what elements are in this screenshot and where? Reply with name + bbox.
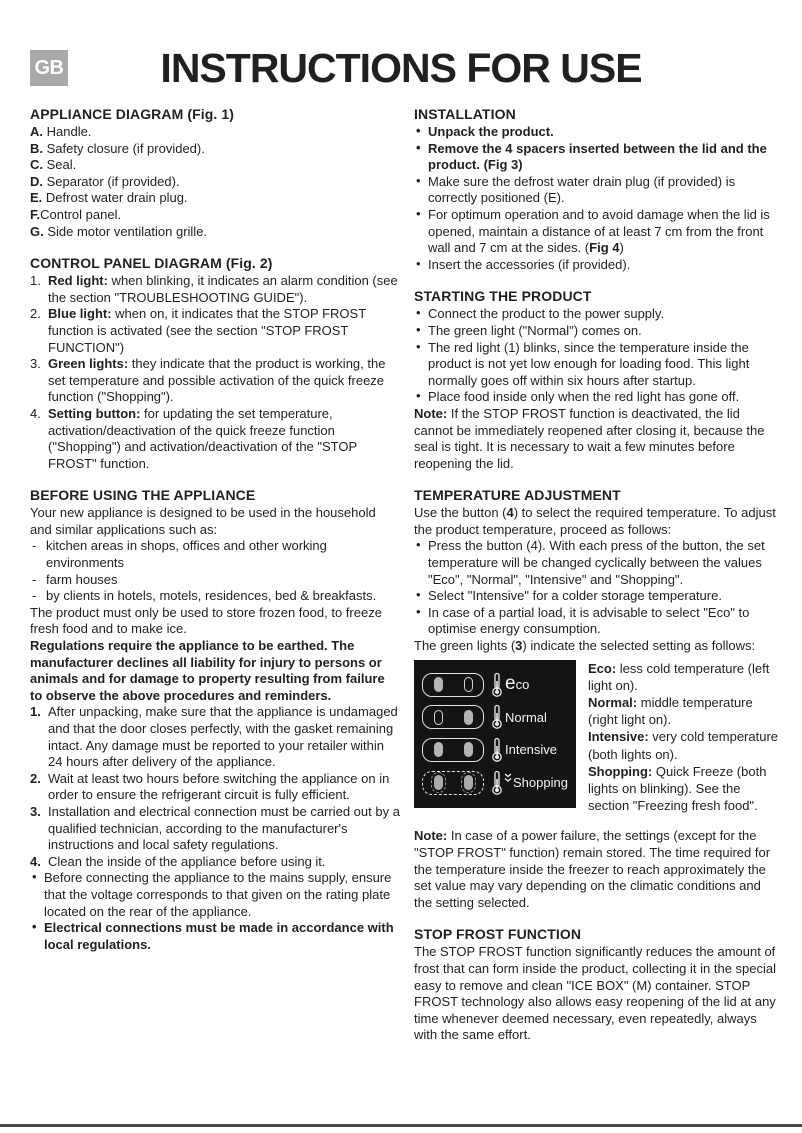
item-text: Handle.	[43, 124, 92, 139]
language-badge: GB	[30, 50, 68, 86]
page-header	[0, 0, 802, 102]
thermometer-icon	[491, 770, 503, 796]
control-panel-image	[414, 660, 576, 808]
item-text: Safety closure (if provided).	[43, 140, 205, 156]
item-number	[30, 854, 41, 871]
section-appliance-diagram	[30, 106, 400, 240]
item-key: D.	[30, 173, 43, 189]
panel-row-intensive	[422, 735, 568, 765]
section-stop-frost	[414, 926, 782, 1044]
section-heading: TEMPERATURE ADJUSTMENT	[414, 487, 621, 504]
item-text: when on, it indicates that the STOP FROST function is activated (see the section "STOP FROST FUNCTION")	[48, 306, 366, 355]
note-lead: Note:	[414, 828, 448, 844]
panel-label-eco: eco	[505, 673, 530, 695]
lights-pre: The green lights (	[414, 638, 516, 654]
note-text: If the STOP FROST function is deactivated, the lid cannot be immediately reopened after closing it, because the seal is tight. It is necessary to wait a few minutes before reopening the lid.	[414, 405, 765, 471]
thermometer-icon	[491, 704, 503, 730]
item-number: 1.	[30, 273, 41, 289]
bullet-item	[414, 207, 782, 257]
diagram-item	[30, 124, 400, 141]
item-text: Defrost water drain plug.	[42, 190, 188, 206]
panel-row-eco	[422, 670, 568, 700]
legend-text: less cold temperature (left light on).	[588, 660, 770, 693]
bullet-item: • The red light (1) blinks, since the temperature inside the product is not yet low enough for loading food. This light normally goes off within six hours after startup.	[414, 340, 782, 390]
diagram-item	[30, 190, 400, 207]
diagram-item	[30, 224, 400, 241]
figure-ref: Fig 4	[589, 240, 620, 256]
light-box	[422, 738, 484, 762]
legend-item	[588, 763, 782, 815]
numbered-item	[30, 854, 400, 871]
item-number-text: 2.	[30, 770, 41, 786]
note-text: In case of a power failure, the settings (except for the "STOP FROST" function) remain stored. The time required for the temperature inside the freezer to reach approximately the set value may vary depending on the climatic conditions and the setting selected.	[414, 828, 771, 910]
legend-item	[588, 660, 782, 694]
bullet-bold-text: Remove the 4 spacers inserted between the lid and the product. (Fig 3)	[428, 140, 767, 173]
bullet-item: • In case of a partial load, it is advisable to select "Eco" to optimise energy consumption.	[414, 605, 782, 638]
panel-row-normal	[422, 702, 568, 732]
left-indicator-light	[434, 677, 443, 692]
section-heading: BEFORE USING THE APPLIANCE	[30, 487, 256, 504]
bullet-item	[30, 920, 400, 953]
lights-ref: 3	[515, 638, 523, 654]
section-installation	[414, 106, 782, 273]
item-text: for updating the set temperature, activation/deactivation of the quick freeze function ("Shopping") and activation/deactivation of the "STOP FROST" function.	[48, 405, 357, 471]
page-title: INSTRUCTIONS FOR USE	[160, 45, 642, 91]
panel-row-shopping	[422, 768, 568, 798]
section-heading: CONTROL PANEL DIAGRAM (Fig. 2)	[30, 255, 273, 272]
right-indicator-light	[464, 677, 473, 692]
item-number: 4.	[30, 405, 41, 421]
button-ref: 4	[506, 505, 514, 521]
thermometer-icon	[491, 737, 503, 763]
item-number-text: 3.	[30, 803, 41, 819]
item-number-text: 1.	[30, 704, 41, 720]
section-heading: INSTALLATION	[414, 106, 516, 122]
diagram-item	[30, 157, 400, 174]
legend-lead: Eco:	[588, 660, 617, 676]
item-key: E.	[30, 190, 43, 206]
dash-item: - kitchen areas in shops, offices and other working environments	[30, 538, 400, 571]
right-column	[414, 106, 782, 1044]
intro-post: ) to select the required temperature. To adjust the product temperature, proceed as follows:	[414, 505, 776, 537]
numbered-item	[30, 771, 400, 804]
lights-paragraph	[414, 638, 782, 655]
legend-text: Quick Freeze (both lights on blinking). See the section "Freezing fresh food".	[588, 763, 767, 814]
intro-text	[414, 505, 782, 538]
control-panel-figure	[414, 660, 782, 815]
panel-legend	[588, 660, 782, 815]
item-number	[30, 804, 41, 821]
legend-lead: Shopping:	[588, 763, 653, 779]
section-starting	[414, 288, 782, 472]
bullet-item: • The green light ("Normal") comes on.	[414, 323, 782, 340]
numbered-item	[30, 804, 400, 854]
bullet-item: • Place food inside only when the red light has gone off.	[414, 389, 782, 406]
section-control-panel-diagram	[30, 255, 400, 472]
left-indicator-light	[434, 775, 443, 790]
bullet-text: For optimum operation and to avoid damage when the lid is opened, maintain a distance of at least 7 cm from the front wall and 7 cm at the sides. (	[428, 206, 770, 256]
item-text: they indicate that the product is working, the set temperature and possible activation of the quick freeze function ("Shopping").	[48, 356, 386, 405]
item-number: 2.	[30, 306, 41, 322]
item-text: After unpacking, make sure that the appliance is undamaged and that the door closes perfectly, with the gasket remaining intact. Any damage must be reported to your retailer within 24 hours after delivery of the appliance.	[48, 704, 398, 770]
panel-label-shopping: Shopping	[513, 775, 568, 791]
paragraph: The STOP FROST function significantly reduces the amount of frost that can form inside the product, collecting it in the special easy to remove and clean "ICE BOX" (M) container. STOP FROST technology also allows easy reopening of the lid at any time whenever deemed necessary, even repeatedly, always with the same effort.	[414, 944, 777, 1043]
legend-item	[588, 728, 782, 762]
diagram-item	[30, 174, 400, 191]
item-key: B.	[30, 140, 43, 156]
left-indicator-light	[434, 710, 443, 725]
light-box	[422, 705, 484, 729]
item-text: Clean the inside of the appliance before using it.	[48, 853, 326, 869]
legend-text: very cold temperature (both lights on).	[588, 729, 779, 762]
freeze-chevron-icon	[504, 773, 512, 783]
bullet-item: • Make sure the defrost water drain plug (if provided) is correctly positioned (E).	[414, 174, 782, 207]
item-key: G.	[30, 223, 44, 239]
bullet-item	[414, 141, 782, 174]
section-temperature	[414, 487, 782, 911]
dash-item: - farm houses	[30, 572, 400, 589]
section-heading: APPLIANCE DIAGRAM (Fig. 1)	[30, 106, 235, 122]
legend-lead: Intensive:	[588, 729, 649, 745]
item-key: A.	[30, 124, 43, 139]
bullet-item: • Insert the accessories (if provided).	[414, 257, 782, 274]
note-lead: Note:	[414, 405, 448, 421]
light-box	[422, 673, 484, 697]
numbered-item	[30, 273, 400, 306]
note-paragraph	[414, 828, 782, 911]
left-column	[30, 106, 400, 1044]
numbered-item	[30, 306, 400, 356]
bullet-item	[414, 124, 782, 141]
item-lead: Green lights:	[48, 356, 129, 372]
lights-post: ) indicate the selected setting as follows:	[522, 638, 756, 654]
two-column-layout	[0, 102, 802, 1044]
item-text: Side motor ventilation grille.	[43, 223, 208, 239]
section-heading: STOP FROST FUNCTION	[414, 926, 582, 943]
legend-item	[588, 694, 782, 728]
item-text: Separator (if provided).	[43, 173, 180, 189]
bullet-text: )	[619, 240, 624, 256]
item-number-text: 4.	[30, 853, 41, 869]
bullet-item: • Before connecting the appliance to the mains supply, ensure that the voltage corresponds to that given on the rating plate located on the rear of the appliance.	[30, 870, 400, 920]
item-key: C.	[30, 157, 43, 173]
right-indicator-light	[464, 775, 473, 790]
note-paragraph	[414, 406, 782, 472]
item-number	[30, 771, 41, 788]
item-lead: Red light:	[48, 273, 108, 289]
item-lead: Setting button:	[48, 405, 141, 421]
legend-lead: Normal:	[588, 695, 638, 711]
item-key: F.	[30, 206, 41, 222]
page-footer-rule	[0, 1124, 802, 1127]
right-indicator-light	[464, 742, 473, 757]
bullet-bold-text: Unpack the product.	[428, 124, 554, 139]
dash-item: - by clients in hotels, motels, residences, bed & breakfasts.	[30, 588, 400, 605]
bullet-bold-text: Electrical connections must be made in accordance with local regulations.	[44, 920, 394, 952]
section-heading: STARTING THE PRODUCT	[414, 288, 592, 305]
right-indicator-light	[464, 710, 473, 725]
item-lead: Blue light:	[48, 306, 112, 322]
section-before-using	[30, 487, 400, 953]
diagram-item	[30, 141, 400, 158]
item-text: Installation and electrical connection must be carried out by a qualified technician, according to the manufacturer's instructions and local safety regulations.	[48, 803, 400, 853]
warning-text: Regulations require the appliance to be earthed. The manufacturer declines all liability for injury to persons or animals and for damage to property resulting from failure to observe the above procedures and reminders.	[30, 638, 385, 703]
light-box	[422, 771, 484, 795]
item-text: Control panel.	[40, 206, 122, 222]
panel-label-intensive: Intensive	[505, 742, 558, 758]
paragraph: The product must only be used to store frozen food, to freeze fresh food and to make ice.	[30, 604, 382, 637]
warning-paragraph	[30, 638, 400, 704]
legend-text: middle temperature (right light on).	[588, 695, 753, 728]
numbered-item	[30, 356, 400, 406]
item-number: 3.	[30, 356, 41, 372]
intro-text: Your new appliance is designed to be used in the household and similar applications such as:	[30, 505, 376, 537]
item-text: when blinking, it indicates an alarm condition (see the section "TROUBLESHOOTING GUIDE").	[48, 273, 398, 305]
left-indicator-light	[434, 742, 443, 757]
thermometer-icon	[491, 672, 503, 698]
item-text: Seal.	[43, 157, 77, 173]
diagram-item	[30, 207, 400, 224]
intro-pre: Use the button (	[414, 505, 507, 521]
item-text: Wait at least two hours before switching the appliance on in order to ensure the refrigerant circuit is fully efficient.	[48, 770, 390, 803]
panel-label-normal: Normal	[505, 709, 547, 725]
bullet-item: • Select "Intensive" for a colder storage temperature.	[414, 588, 782, 605]
item-number	[30, 704, 41, 721]
numbered-item	[30, 704, 400, 770]
bullet-item: • Press the button (4). With each press of the button, the set temperature will be changed cyclically between the values "Eco", "Normal", "Intensive" and "Shopping".	[414, 538, 782, 588]
numbered-item	[30, 406, 400, 472]
bullet-item: • Connect the product to the power supply.	[414, 306, 782, 323]
